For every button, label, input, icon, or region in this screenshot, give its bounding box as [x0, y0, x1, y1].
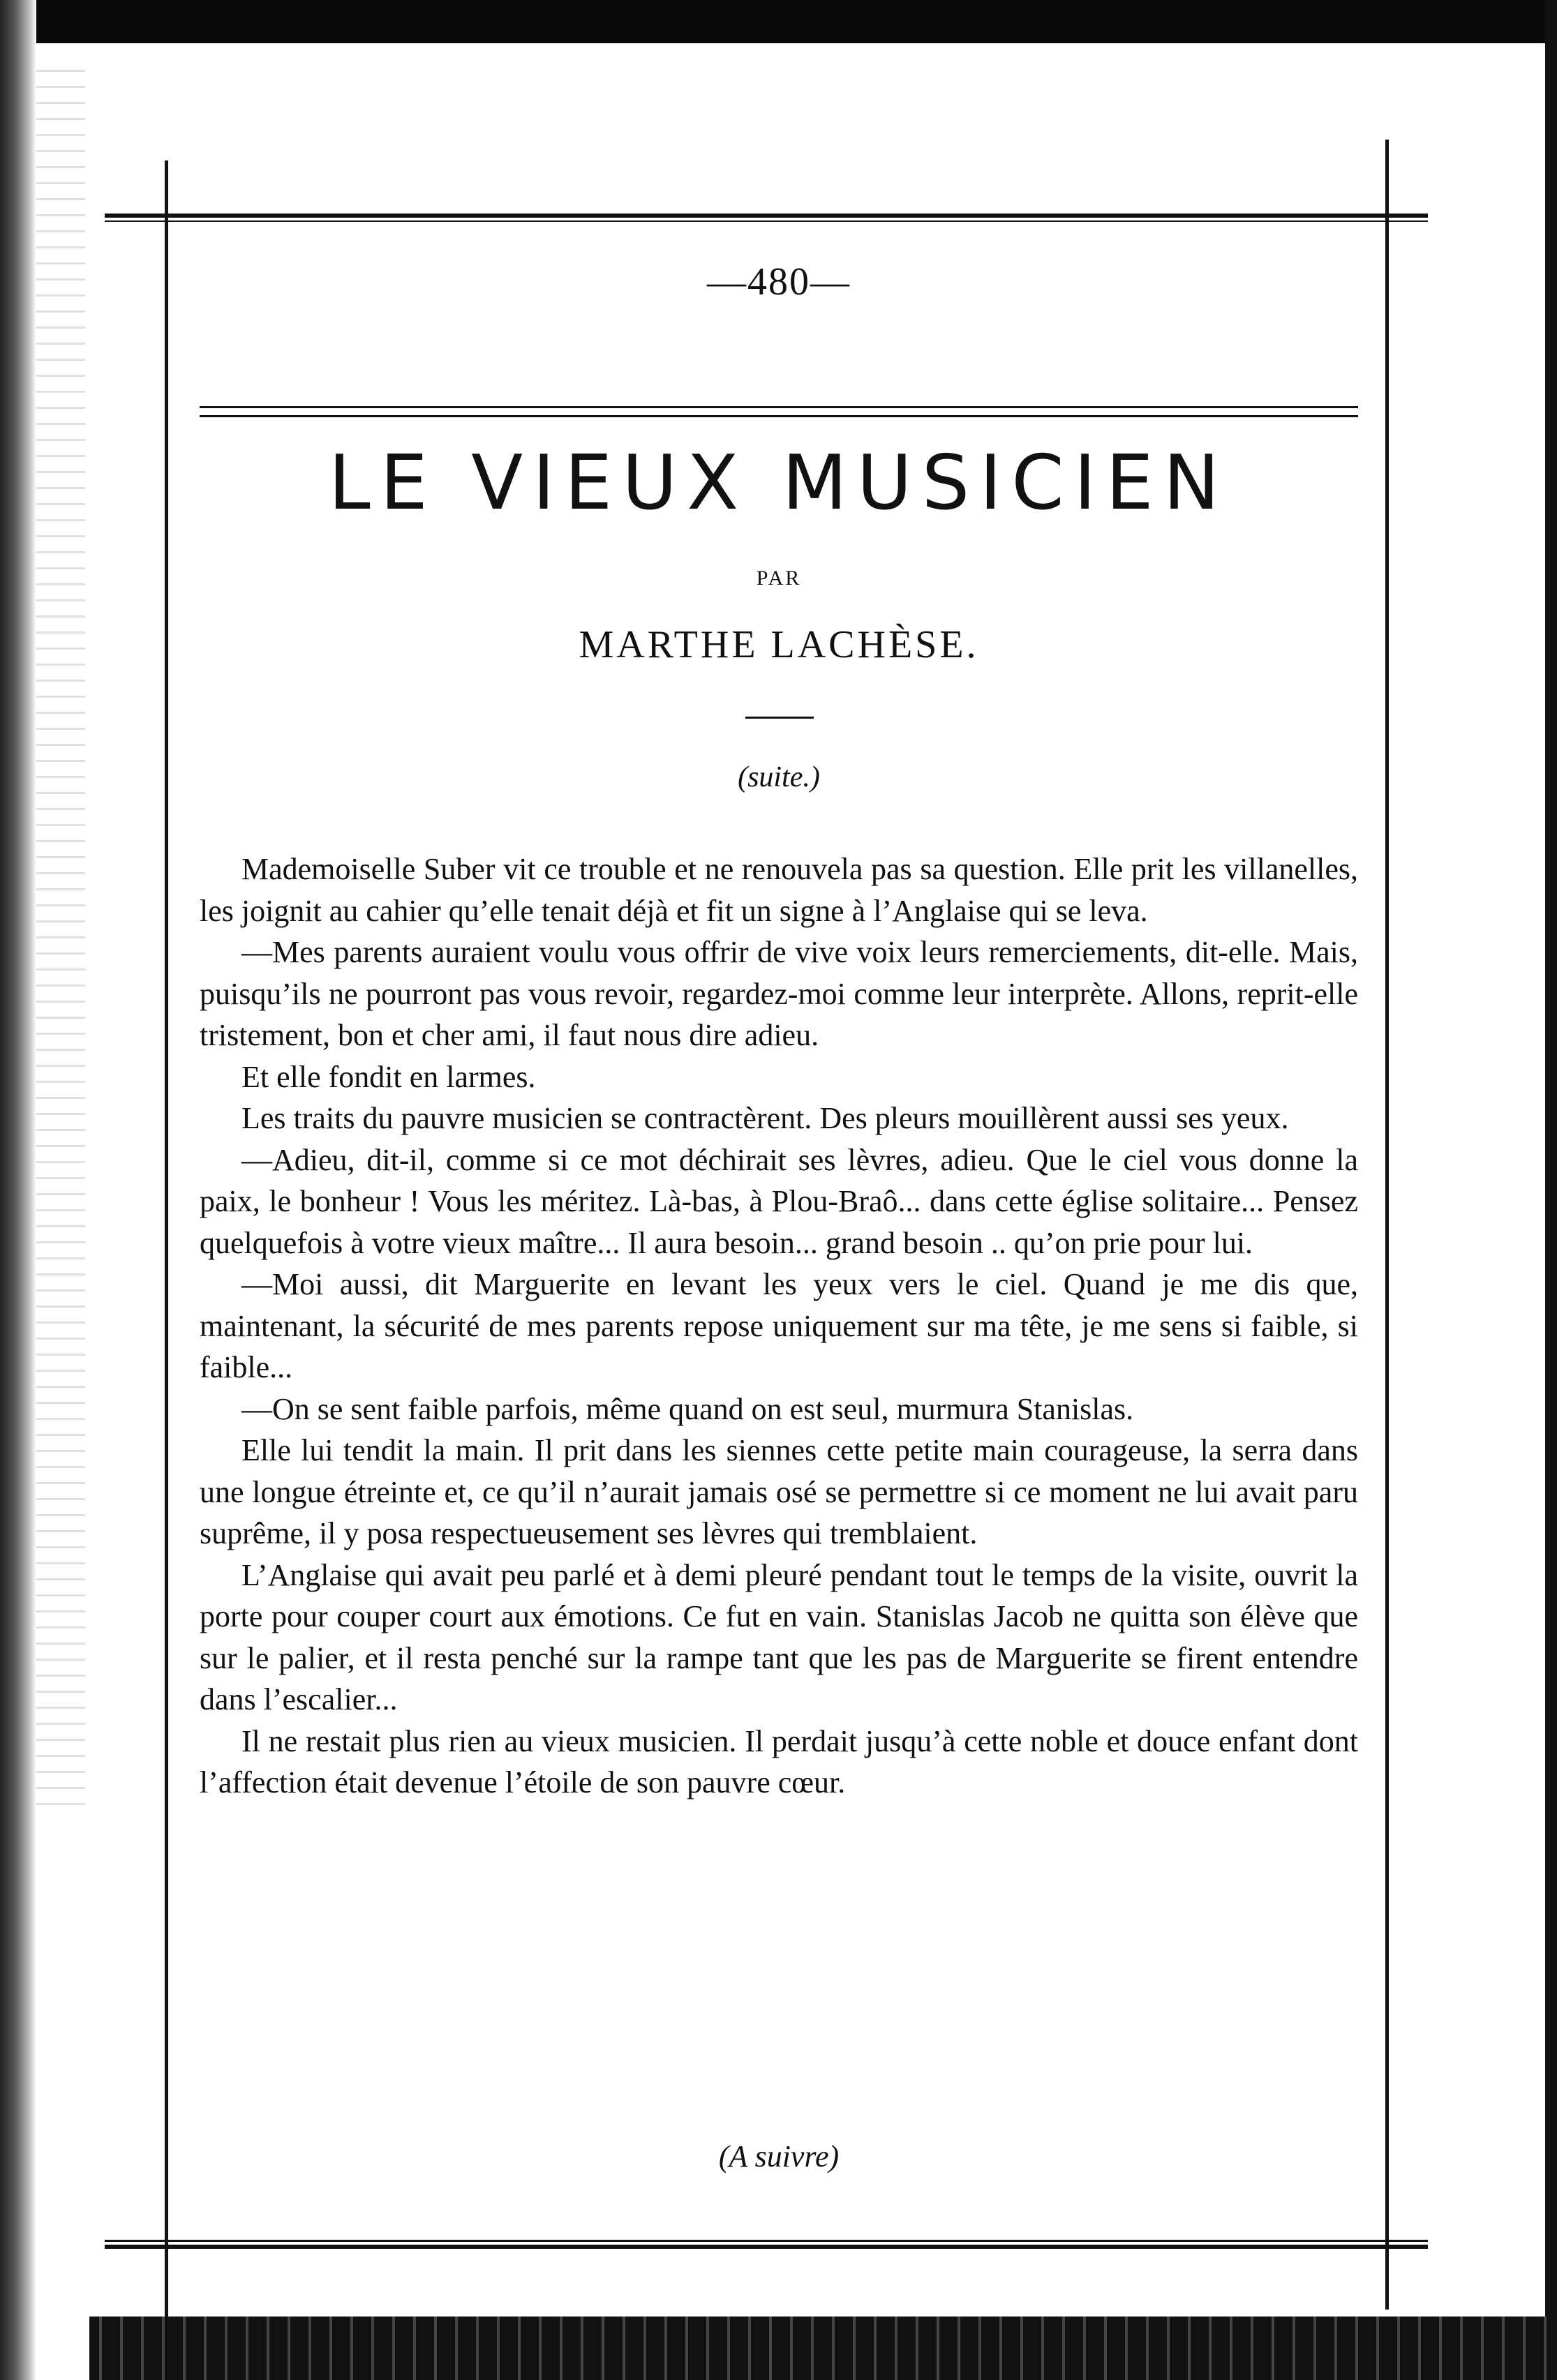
- paragraph: Mademoiselle Suber vit ce trouble et ne renouvela pas sa question. Elle prit les villanelles, les joignit au cahier qu’elle tenait déjà et fit un signe à l’Anglaise qui se leva.: [200, 852, 1358, 928]
- paragraph: Elle lui tendit la main. Il prit dans les siennes cette petite main courageuse, la serra dans une longue étreinte et, ce qu’il n’aurait jamais osé se permettre si ce moment ne lui avait paru suprême, il y posa respectueusement ses lèvres qui tremblaient.: [200, 1433, 1358, 1550]
- paragraph: Il ne restait plus rien au vieux musicien. Il perdait jusqu’à cette noble et douce enfant dont l’affection était devenue l’étoile de son pauvre cœur.: [200, 1723, 1358, 1799]
- title-double-rule: [200, 406, 1358, 417]
- page-frame-top-rule: [105, 214, 1428, 222]
- author-name: MARTHE LACHÈSE.: [579, 623, 979, 666]
- page-frame-right-rule: [1385, 140, 1389, 2310]
- scan-edge-bottom: [89, 2317, 1557, 2380]
- scan-edge-right: [1545, 0, 1557, 2380]
- scan-edge-top: [28, 0, 1557, 43]
- continued-label: (suite.): [738, 761, 820, 793]
- paragraph: L’Anglaise qui avait peu parlé et à demi pleuré pendant tout le temps de la visite, ouvrit la porte pour couper court aux émotions. Ce fut en vain. Stanislas Jacob ne quitta son élève que sur le palier, et il resta penché sur la rampe tant que les pas de Marguerite se firent entendre dans l’escalier...: [200, 1557, 1358, 1716]
- paragraph: —Mes parents auraient voulu vous offrir de vive voix leurs remerciements, dit-elle. Mais, puisqu’ils ne pourront pas vous revoir, regardez-moi comme leur interprète. Allons, reprit-elle tristement, bon et cher ami, il faut nous dire adieu.: [200, 935, 1358, 1052]
- paragraph: —On se sent faible parfois, même quand on est seul, murmura Stanislas.: [241, 1391, 1134, 1426]
- page-frame-left-rule: [165, 160, 168, 2317]
- byline: PAR: [756, 567, 802, 590]
- to-be-continued-label: (A suivre): [718, 2139, 840, 2173]
- paragraph: Les traits du pauvre musicien se contractèrent. Des pleurs mouillèrent aussi ses yeux.: [241, 1101, 1289, 1135]
- paragraph: —Adieu, dit-il, comme si ce mot déchirait ses lèvres, adieu. Que le ciel vous donne la paix, le bonheur ! Vous les méritez. Là-bas, à Plou-Braô... dans cette église solitaire... Pensez quelquefois à votre vieux maître... Il aura besoin... grand besoin .. qu’on prie pour lui.: [200, 1142, 1358, 1260]
- page-number: —480—: [707, 260, 851, 304]
- separator-rule: [745, 717, 814, 719]
- scan-edge-left: [0, 0, 36, 2380]
- page-frame-bottom-rule: [105, 2240, 1428, 2249]
- paragraph: —Moi aussi, dit Marguerite en levant les yeux vers le ciel. Quand je me dis que, maintenant, la sécurité de mes parents repose uniquement sur ma tête, je me sens si faible, si faible...: [200, 1267, 1358, 1384]
- article-body: [200, 848, 1358, 1804]
- paragraph: Et elle fondit en larmes.: [241, 1059, 536, 1094]
- scan-noise-left: [36, 70, 85, 1814]
- article-title: LE VIEUX MUSICIEN: [328, 440, 1230, 527]
